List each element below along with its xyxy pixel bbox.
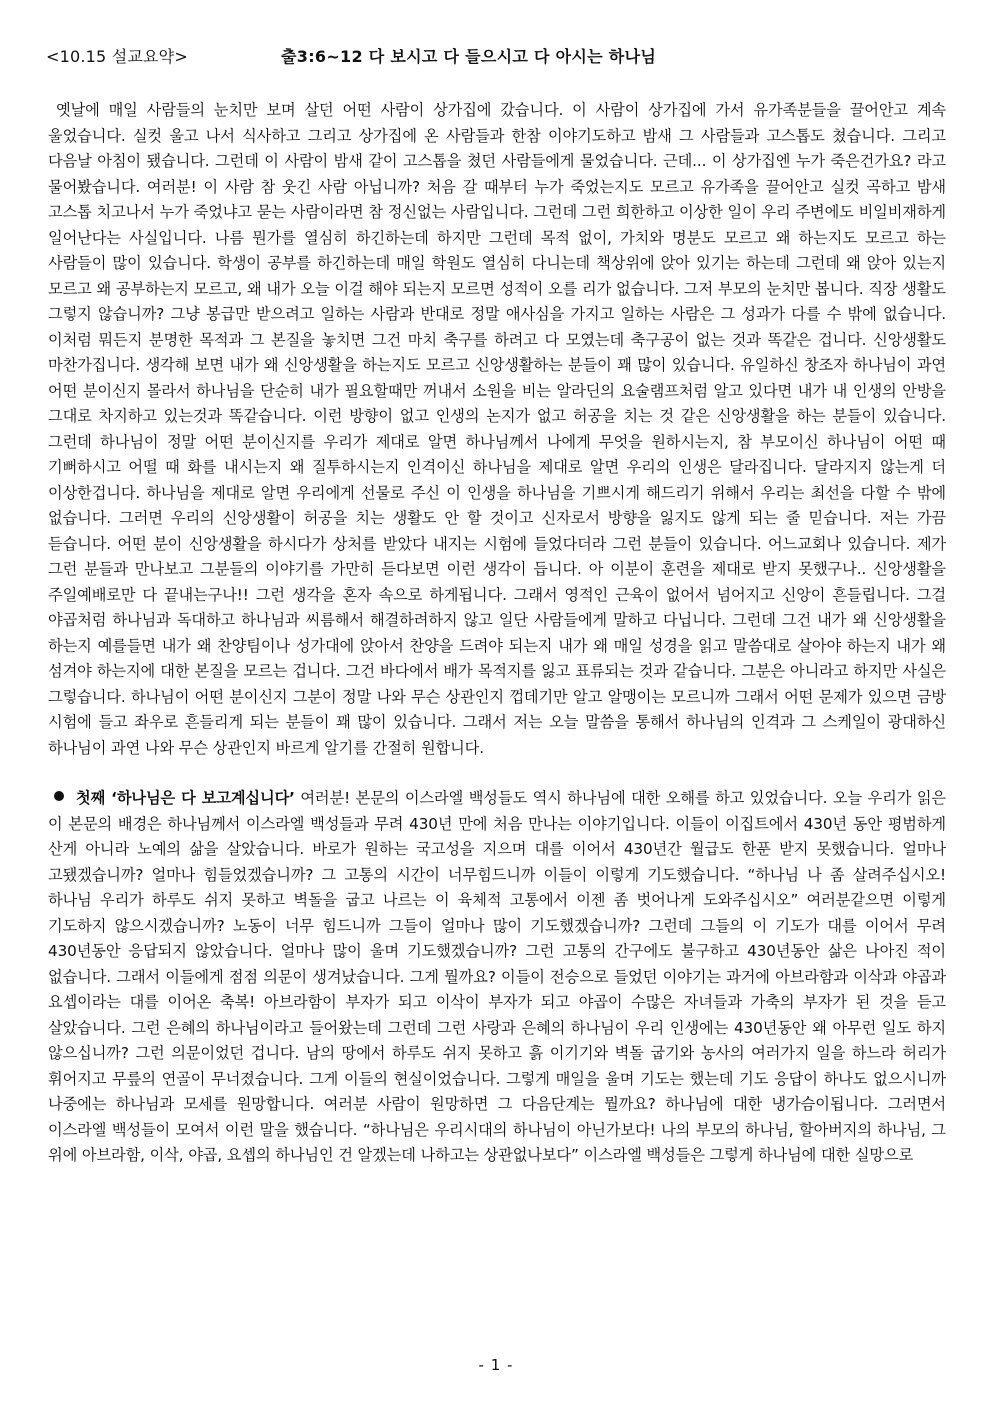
- section-1-paragraph: [48, 786, 946, 1169]
- sermon-title: 출3:6~12 다 보시고 다 들으시고 다 아시는 하나님: [281, 47, 657, 66]
- section-1-text: 여러분! 본문의 이스라엘 백성들도 역시 하나님에 대한 오해를 하고 있었습니다. 오늘 우리가 읽은 이 본문의 배경은 하나님께서 이스라엘 백성들과 무려 430년 만에 처음 만나는 이야기입니다. 이들이 이집트에서 430년 동안 평범하게 산게 아니라 노예의 삶을 살았습니다. 바로가 원하는 국고성을 지으며 대를 이어서 430년간 월급도 한푼 받지 못했습니다. 얼마나 고됐겠습니까? 얼마나 힘들었겠습니까? 그 고통의 시간이 너무힘드니까 이들이 이렇게 기도했습니다. “하나님 나 좀 살려주십시오! 하나님 우리가 하루도 쉬지 못하고 벽돌을 굽고 나르는 이 육체적 고통에서 이젠 좀 벗어나게 도와주십시오” 여러분같으면 이렇게 기도하지 않으시겠습니까? 노동이 너무 힘드니까 그들이 얼마나 많이 기도했겠습니까? 그런데 그들의 이 기도가 대를 이어서 무려 430년동안 응답되지 않았습니다. 얼마나 많이 울며 기도했겠습니까? 그런 고통의 간구에도 불구하고 430년동안 삶은 나아진 적이 없습니다. 그래서 이들에게 점점 의문이 생겨났습니다. 그게 뭘까요? 이들이 전승으로 들었던 이야기는 과거에 아브라함과 이삭과 야곱과 요셉이라는 대를 이어온 축복! 아브라함이 부자가 되고 이삭이 부자가 되고 야곱이 수많은 자녀들과 가축의 부자가 된 것을 듣고 살았습니다. 그런 은혜의 하나님이라고 들어왔는데 그런데 그런 사랑과 은혜의 하나님이 우리 인생에는 430년동안 왜 아무런 일도 하지 않으십니까? 그런 의문이었던 겁니다. 남의 땅에서 하루도 쉬지 못하고 흙 이기기와 벽돌 굽기와 농사의 여러가지 일을 하느라 허리가 휘어지고 무릎의 연골이 무너졌습니다. 그게 이들의 현실이었습니다. 그렇게 매일을 울며 기도는 했는데 기도 응답이 하나도 없으시니까 나중에는 하나님과 모세를 원망합니다. 여러분 사람이 원망하면 그 다음단계는 뭘까요? 하나님에 대한 냉가슴이됩니다. 그러면서 이스라엘 백성들이 모여서 이런 말을 했습니다. “하나님은 우리시대의 하나님이 아닌가보다! 나의 부모의 하나님, 할아버지의 하나님, 그 위에 아브라함, 이삭, 야곱, 요셉의 하나님인 건 알겠는데 나하고는 상관없나보다” 이스라엘 백성들은 그렇게 하나님에 대한 실망으로: [48, 789, 947, 1164]
- sermon-date-label: <10.15 설교요약>: [46, 47, 188, 66]
- intro-paragraph: 옛날에 매일 사람들의 눈치만 보며 살던 어떤 사람이 상가집에 갔습니다. 이 사람이 상가집에 가서 유가족분들을 끌어안고 계속 울었습니다. 실컷 울고 나서 식사하고 그리고 상가집에 온 사람들과 한참 이야기도하고 밤새 그 사람들과 고스톱도 쳤습니다. 그리고 다음날 아침이 됐습니다. 그런데 이 사람이 밤새 같이 고스톱을 쳤던 사람들에게 물었습니다. 근데... 이 상가집엔 누가 죽은건가요? 라고 물어봤습니다. 여러분! 이 사람 참 웃긴 사람 아닙니까? 처음 갈 때부터 누가 죽었는지도 모르고 유가족을 끌어안고 실컷 곡하고 밤새 고스톱 치고나서 누가 죽었냐고 묻는 사람이라면 참 정신없는 사람입니다. 그런데 그런 희한하고 이상한 일이 우리 주변에도 비일비재하게 일어난다는 사실입니다. 나름 뭔가를 열심히 하긴하는데 하지만 그런데 목적 없이, 가치와 명분도 모르고 왜 하는지도 모르고 하는 사람들이 많이 있습니다. 학생이 공부를 하긴하는데 매일 학원도 열심히 다니는데 책상위에 앉아 있기는 하는데 그런데 왜 앉아 있는지 모르고 왜 공부하는지 모르고, 왜 내가 오늘 이걸 해야 되는지 모르면 성적이 오를 리가 없습니다. 그저 부모의 눈치만 봅니다. 직장 생활도 그렇지 않습니까? 그냥 봉급만 받으려고 일하는 사람과 반대로 정말 애사심을 가지고 일하는 사람은 그 성과가 다를 수 밖에 없습니다. 이처럼 뭐든지 분명한 목적과 그 본질을 놓치면 그건 마치 축구를 하려고 다 모였는데 축구공이 없는 것과 똑같은 겁니다. 신앙생활도 마찬가집니다. 생각해 보면 내가 왜 신앙생활을 하는지도 모르고 신앙생활하는 분들이 꽤 많이 있습니다. 유일하신 창조자 하나님이 과연 어떤 분이신지 몰라서 하나님을 단순히 내가 필요할때만 꺼내서 소원을 비는 알라딘의 요술램프처럼 알고 있다면 내가 내 인생의 안방을 그대로 차지하고 있는것과 똑같습니다. 이런 방향이 없고 인생의 논지가 없고 허공을 치는 것 같은 신앙생활을 하는 분들이 있습니다. 그런데 하나님이 정말 어떤 분이신지를 우리가 제대로 알면 하나님께서 나에게 무엇을 원하시는지, 참 부모이신 하나님이 어떤 때 기뻐하시고 어떨 때 화를 내시는지 왜 질투하시는지 인격이신 하나님을 제대로 알면 우리의 인생은 달라집니다. 달라지지 않는게 더 이상한겁니다. 하나님을 제대로 알면 우리에게 선물로 주신 이 인생을 하나님을 기쁘시게 해드리기 위해서 우리는 최선을 다할 수 밖에 없습니다. 그러면 우리의 신앙생활이 허공을 치는 생활도 안 할 것이고 신자로서 방향을 잃지도 않게 되는 줄 믿습니다. 저는 가끔 듣습니다. 어떤 분이 신앙생활을 하시다가 상처를 받았다 내지는 시험에 들었다더라 그런 분들이 있습니다. 어느교회나 있습니다. 제가 그런 분들과 만나보고 그분들의 이야기를 가만히 듣다보면 이런 생각이 듭니다. 아 이분이 훈련을 제대로 받지 못했구나.. 신앙생활을 주일예배로만 다 끝내는구나!! 그런 생각을 혼자 속으로 하게됩니다. 그래서 영적인 근육이 없어서 넘어지고 신앙이 흔들립니다. 그걸 야곱처럼 하나님과 독대하고 하나님과 씨름해서 해결하려하지 않고 일단 사람들에게 말하고 다닙니다. 그런데 그건 내가 왜 신앙생활을 하는지 예를들면 내가 왜 찬양팀이나 성가대에 앉아서 찬양을 드려야 되는지 내가 왜 매일 성경을 읽고 말씀대로 살아야 하는지 내가 왜 섬겨야 하는지에 대한 본질을 모르는 겁니다. 그건 바다에서 배가 목적지를 잃고 표류되는 것과 같습니다. 그분은 아니라고 하지만 사실은 그렇습니다. 하나님이 어떤 분이신지 그분이 정말 나와 무슨 상관인지 껍데기만 알고 알맹이는 모르니까 그래서 어떤 문제가 있으면 금방 시험에 들고 좌우로 흔들리게 되는 분들이 꽤 많이 있습니다. 그래서 저는 오늘 말씀을 통해서 하나님의 인격과 그 스케일이 광대하신 하나님이 과연 나와 무슨 상관인지 바르게 알기를 간절히 원합니다.: [48, 101, 946, 757]
- section-1-heading: 첫째 ‘하나님은 다 보고계십니다’: [76, 789, 295, 807]
- bullet-icon: [54, 791, 64, 801]
- header: [46, 44, 946, 74]
- sermon-body: [48, 98, 946, 1169]
- page-number: - 1 -: [478, 1356, 514, 1374]
